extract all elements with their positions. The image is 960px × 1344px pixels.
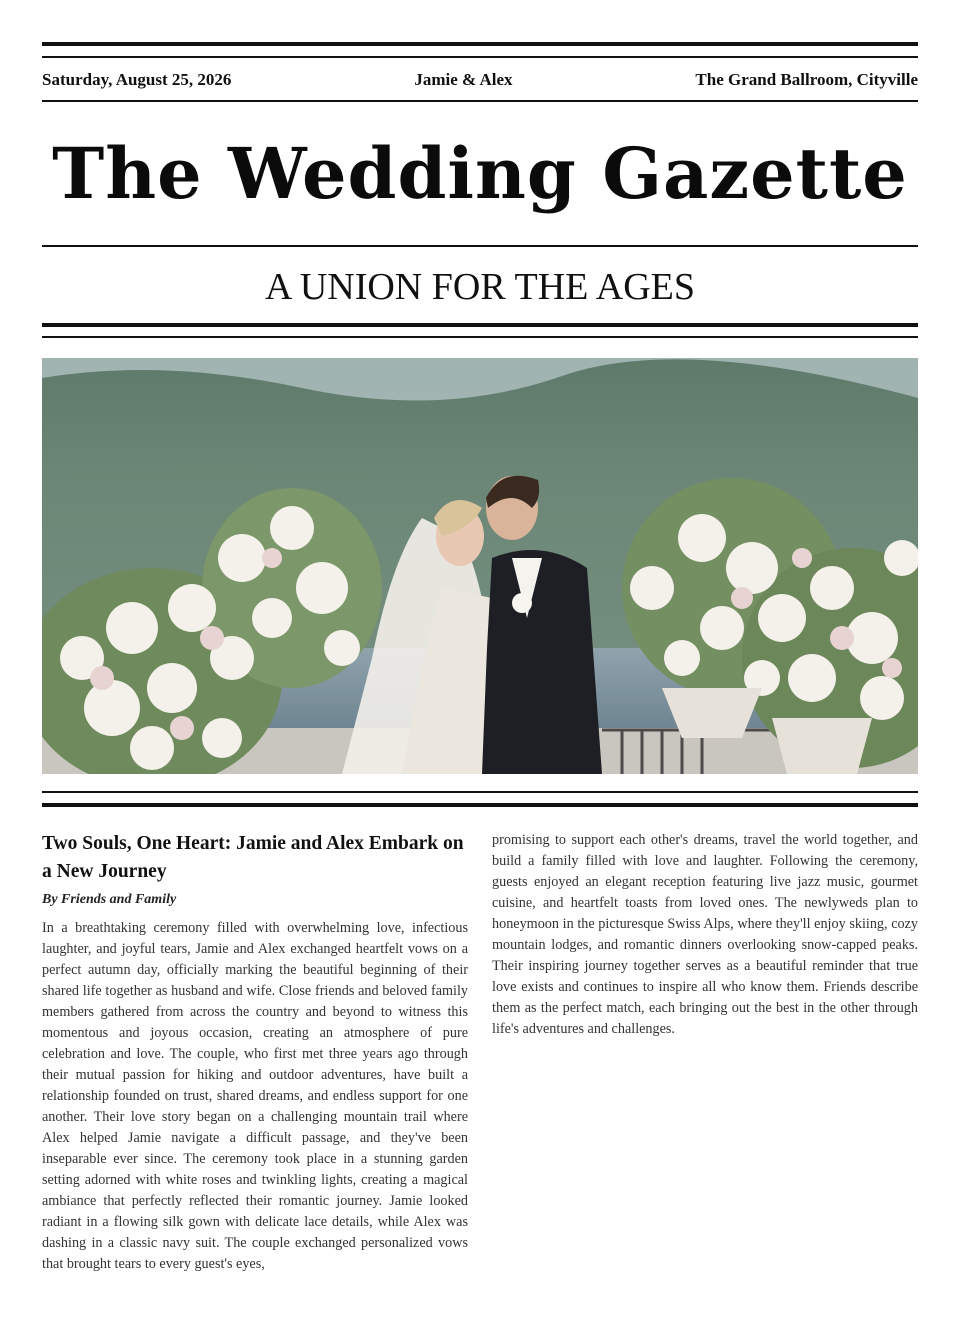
photo-rule-thin — [42, 791, 918, 793]
article-column-left — [42, 830, 468, 1275]
masthead-title: The Wedding Gazette — [52, 132, 908, 215]
headline-rule-thin — [42, 336, 918, 338]
article-body-right: promising to support each other's dreams, travel the world together, and build a family filled with love and laughter. Following the ceremony, guests enjoyed an elegant reception featuring live jazz music, gourmet cuisine, and heartfelt toasts from loved ones. The newlyweds plan to honeymoon in the picturesque Swiss Alps, where they'll enjoy skiing, cozy mountain lodges, and romantic dinners overlooking snow-capped peaks. Their inspiring journey together serves as a beautiful reminder that true love exists and continues to inspire all who know them. Friends describe them as the perfect match, each bringing out the best in the other through life's adventures and challenges. — [492, 832, 918, 1037]
article-body-left: In a breathtaking ceremony filled with overwhelming love, infectious laughter, and joyful tears, Jamie and Alex exchanged heartfelt vows on a perfect autumn day, officially marking the beautiful beginning of their shared life together as husband and wife. Close friends and beloved family members gathered from across the country and beyond to witness this momentous and joyous occasion, creating an atmosphere of pure celebration and love. The couple, who first met three years ago through their mutual passion for hiking and outdoor adventures, have built a relationship founded on trust, shared dreams, and endless support for one another. Their love story began on a challenging mountain trail where Alex helped Jamie navigate a difficult passage, and they've been inseparable ever since. The ceremony took place in a stunning garden setting adorned with white roses and twinkling lights, creating a magical ambiance that perfectly reflected their romantic journey. Jamie looked radiant in a flowing silk gown with delicate lace details, while Alex was dashing in a classic navy suit. The couple exchanged personalized vows that brought tears to every guest's eyes, — [42, 920, 468, 1272]
dateline — [42, 68, 918, 92]
photo-rule-thick — [42, 803, 918, 807]
top-rule-thick — [42, 42, 918, 46]
issue-date: Saturday, August 25, 2026 — [42, 70, 232, 89]
wedding-photo — [42, 358, 918, 774]
main-headline: A UNION FOR THE AGES — [264, 266, 695, 308]
article-byline: By Friends and Family — [42, 892, 177, 907]
article-title: Two Souls, One Heart: Jamie and Alex Embark on a New Journey — [42, 833, 464, 882]
masthead-rule — [42, 245, 918, 247]
top-rule-thin — [42, 56, 918, 58]
dateline-rule — [42, 100, 918, 102]
article-column-right — [492, 830, 918, 1040]
headline-rule-thick — [42, 323, 918, 327]
couple-names: Jamie & Alex — [414, 70, 513, 89]
venue: The Grand Ballroom, Cityville — [695, 70, 918, 89]
